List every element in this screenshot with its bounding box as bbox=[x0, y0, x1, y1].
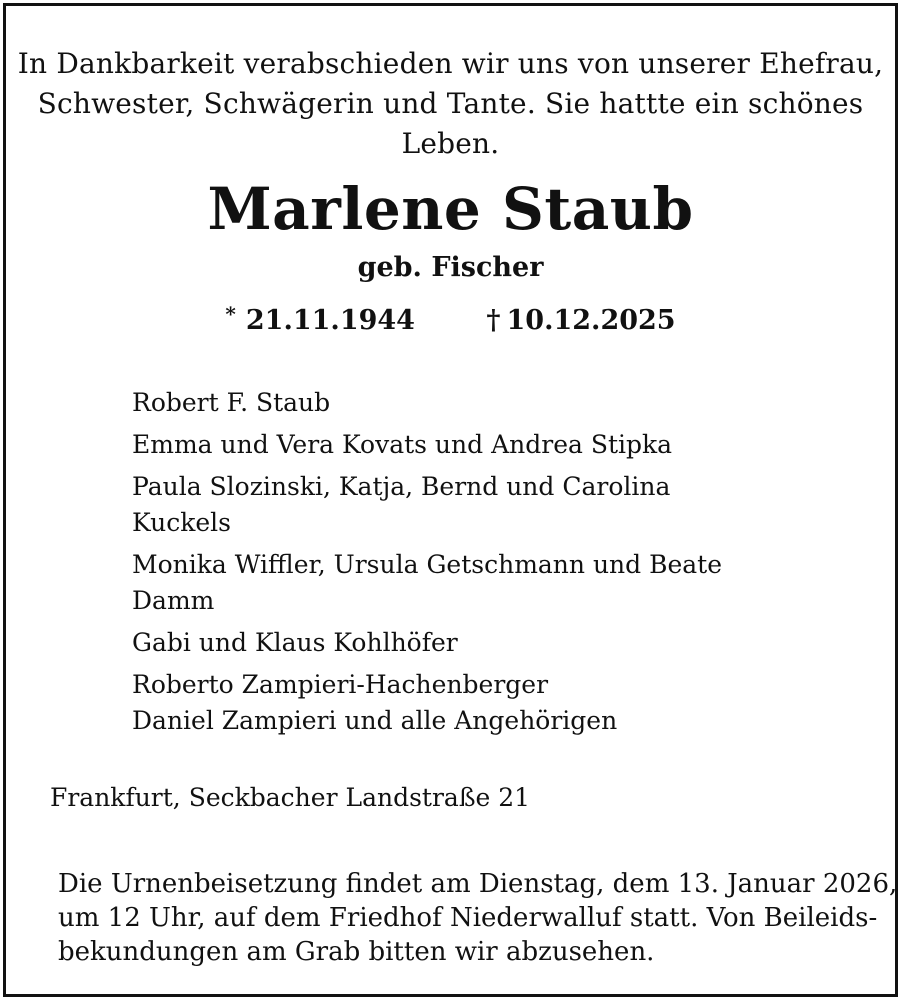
mourner-line: Paula Slozinski, Katja, Bernd und Carolina Kuckels bbox=[132, 472, 671, 537]
burial-line-1: Die Urnenbeisetzung findet am Dienstag, dem 13. Januar 2026, bbox=[58, 869, 898, 899]
birth-date: 21.11.1944 bbox=[245, 305, 415, 336]
mourner-line: Damm bbox=[132, 586, 215, 615]
mourners-list bbox=[132, 385, 772, 745]
mourner-line: Roberto Zampieri-Hachenberger bbox=[132, 670, 549, 699]
mourner-line: Gabi und Klaus Kohlhöfer bbox=[132, 628, 458, 657]
death-date: 10.12.2025 bbox=[506, 305, 676, 336]
obituary-notice bbox=[3, 3, 898, 997]
mourner-line: Daniel Zampieri und alle Angehörigen bbox=[132, 706, 618, 735]
burial-notice bbox=[58, 867, 897, 969]
mourner-line: Robert F. Staub bbox=[132, 388, 331, 417]
address: Frankfurt, Seckbacher Landstraße 21 bbox=[50, 783, 531, 812]
death-date-group bbox=[486, 303, 675, 339]
deceased-name: Marlene Staub bbox=[207, 175, 694, 243]
intro-line-2: Schwester, Schwägerin und Tante. Sie hattte ein schönes Leben. bbox=[37, 87, 864, 160]
birth-date-group bbox=[225, 296, 415, 339]
mourner-line: Monika Wiffler, Ursula Getschmann und Beate bbox=[132, 550, 723, 579]
birth-star-icon: * bbox=[225, 302, 236, 326]
mourner-line: Emma und Vera Kovats und Andrea Stipka bbox=[132, 430, 673, 459]
burial-line-2: um 12 Uhr, auf dem Friedhof Niederwalluf statt. Von Beileids- bbox=[58, 903, 878, 933]
death-cross-icon: † bbox=[486, 305, 501, 336]
life-dates bbox=[6, 296, 895, 339]
burial-line-3: bekundungen am Grab bitten wir abzusehen. bbox=[58, 937, 655, 967]
intro-text bbox=[6, 44, 895, 164]
intro-line-1: In Dankbarkeit verabschieden wir uns von unserer Ehefrau, bbox=[17, 47, 884, 80]
birth-name: geb. Fischer bbox=[357, 252, 544, 283]
